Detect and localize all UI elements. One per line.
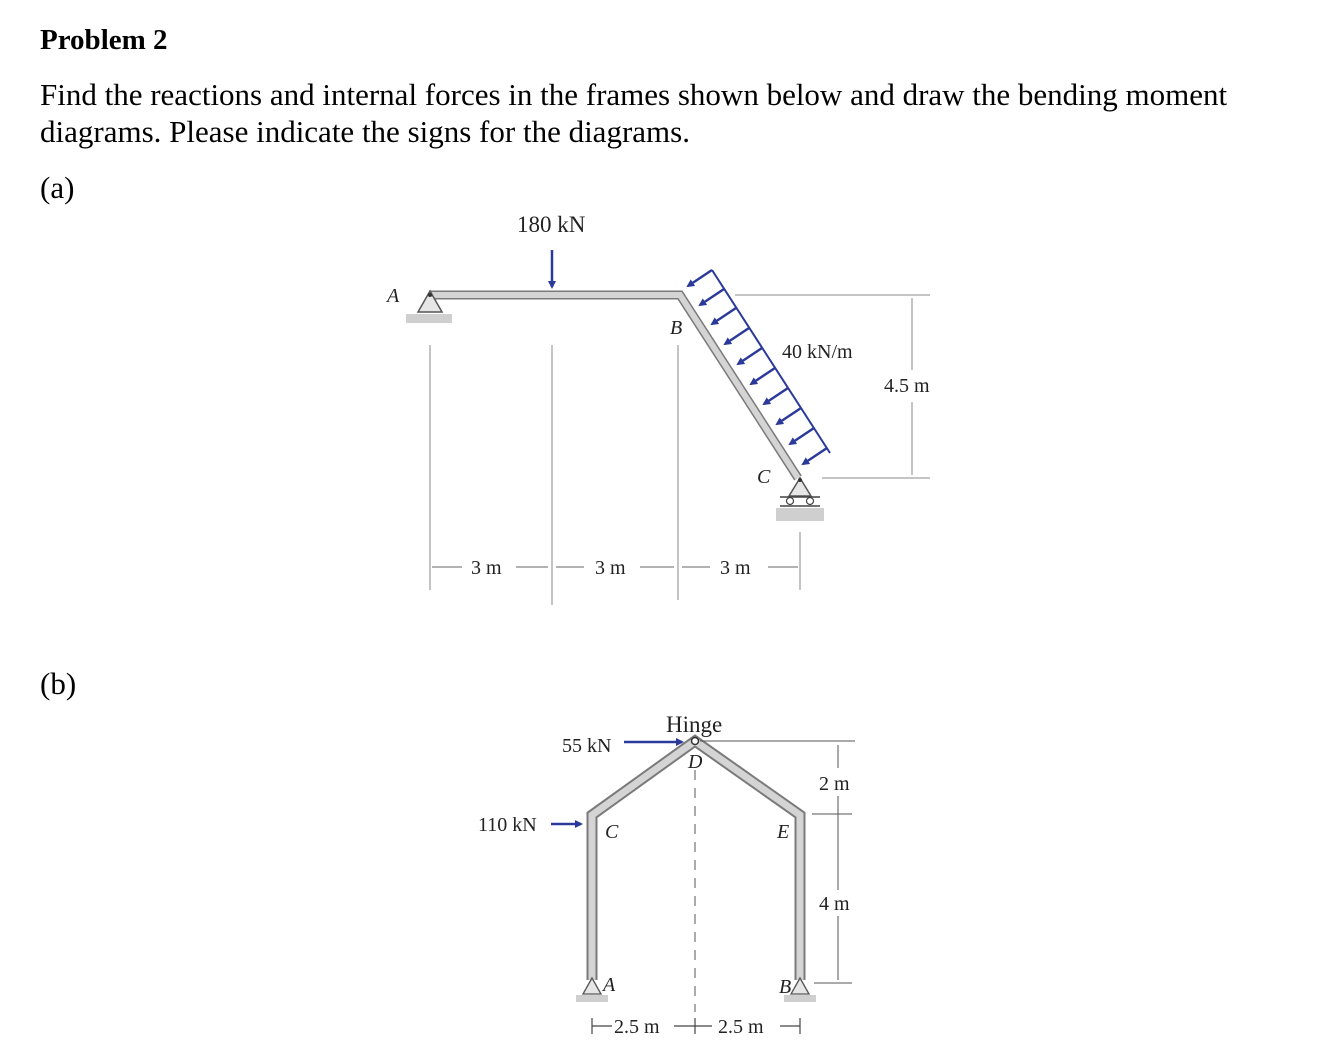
span-dim-b-label-1: 2.5 m xyxy=(614,1016,660,1038)
point-c-label-b: C xyxy=(605,821,619,843)
point-load-label: 180 kN xyxy=(517,212,586,237)
height-dim-2m-label: 2 m xyxy=(819,773,850,795)
frame-a-member-outline xyxy=(430,295,798,478)
load-55kn-label: 55 kN xyxy=(562,735,612,757)
span-dim-label-2: 3 m xyxy=(595,557,626,579)
part-b-label: (b) xyxy=(40,666,77,701)
point-b-label: B xyxy=(670,317,683,339)
load-110kn-label: 110 kN xyxy=(478,814,537,836)
problem-title: Problem 2 xyxy=(40,24,168,56)
frame-b-member-outline xyxy=(592,741,800,980)
point-a-label-b: A xyxy=(603,974,616,996)
support-c-roller xyxy=(776,478,824,521)
frame-b xyxy=(478,712,855,1038)
hinge-d xyxy=(692,738,699,745)
point-b-label-b: B xyxy=(779,976,792,998)
span-dim-label-1: 3 m xyxy=(471,557,502,579)
distributed-load-arrows xyxy=(688,270,827,464)
height-dim-4m-label: 4 m xyxy=(819,893,850,915)
span-dim-label-3: 3 m xyxy=(720,557,751,579)
point-c-label: C xyxy=(757,466,771,488)
point-a-label: A xyxy=(387,285,400,307)
frame-b-member xyxy=(592,741,800,980)
problem-instruction: Find the reactions and internal forces in the frames shown below and draw the bending moment diagrams. Please indicate the signs for the diagrams. xyxy=(40,77,1228,149)
height-dim-label: 4.5 m xyxy=(884,375,930,397)
point-e-label-b: E xyxy=(777,821,790,843)
span-dim-b-label-2: 2.5 m xyxy=(718,1016,764,1038)
frame-a xyxy=(385,212,930,605)
hinge-label: Hinge xyxy=(666,712,723,737)
part-a-label: (a) xyxy=(40,170,75,205)
point-d-label-b: D xyxy=(688,751,703,773)
distributed-load-label: 40 kN/m xyxy=(782,341,853,363)
